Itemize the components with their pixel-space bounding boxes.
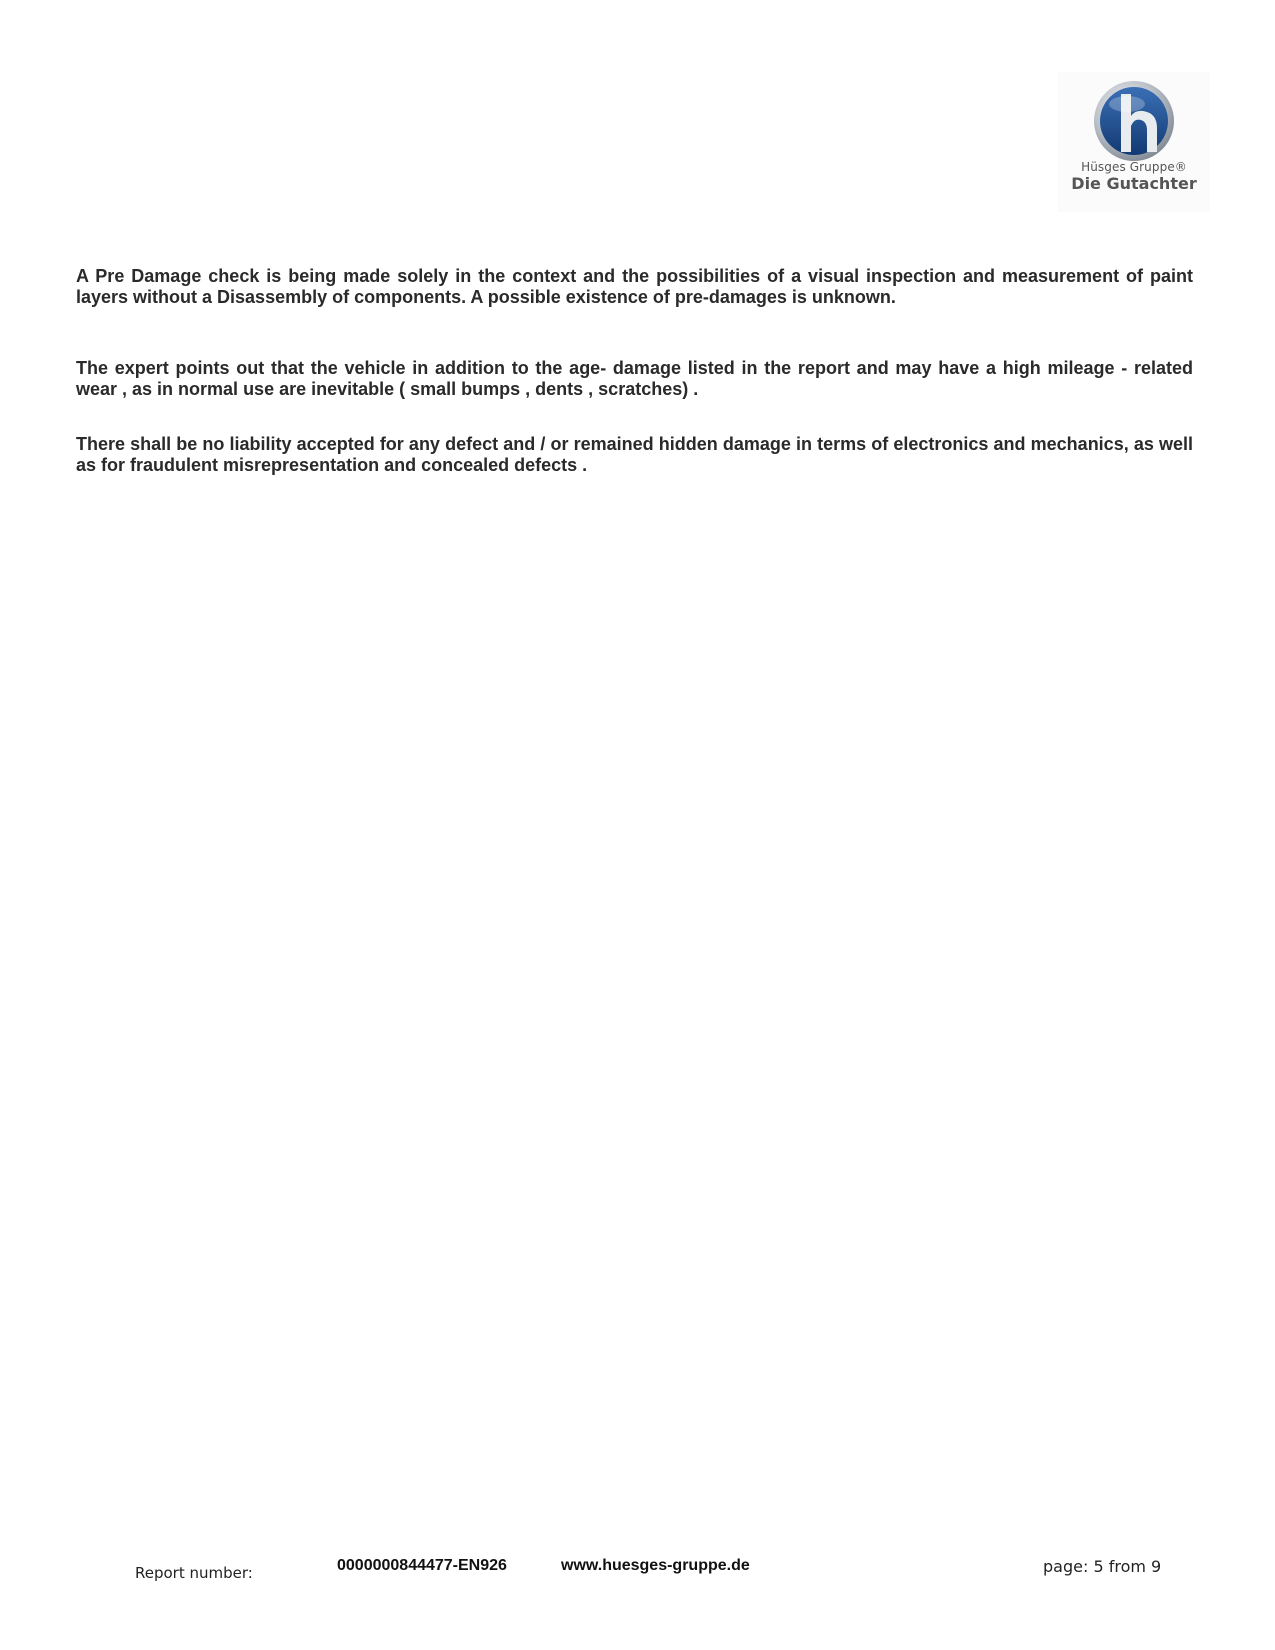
paragraph-pre-damage-check: A Pre Damage check is being made solely in the context and the possibilities of a visual inspection and measurement of paint layers without a Disassembly of components. A possible existence of pre-damages is unknown. <box>76 266 1193 307</box>
report-number-value: 0000000844477-EN926 <box>337 1557 507 1574</box>
report-number-label: Report number: <box>135 1564 253 1582</box>
website-link[interactable]: www.huesges-gruppe.de <box>561 1557 750 1574</box>
company-logo <box>1058 72 1210 212</box>
page-indicator: page: 5 from 9 <box>1043 1557 1162 1576</box>
logo-tagline: Die Gutachter <box>1071 174 1197 193</box>
logo-brand-line: Hüsges Gruppe® <box>1081 160 1187 174</box>
paragraph-expert-wear-note: The expert points out that the vehicle in addition to the age- damage listed in the report and may have a high mileage - related wear , as in normal use are inevitable ( small bumps , dents , scratches) . <box>76 358 1193 399</box>
document-body <box>76 266 1193 476</box>
huesges-logo-icon <box>1091 80 1177 162</box>
paragraph-liability-disclaimer: There shall be no liability accepted for any defect and / or remained hidden damage in terms of electronics and mechanics, as well as for fraudulent misrepresentation and concealed defects . <box>76 434 1193 475</box>
